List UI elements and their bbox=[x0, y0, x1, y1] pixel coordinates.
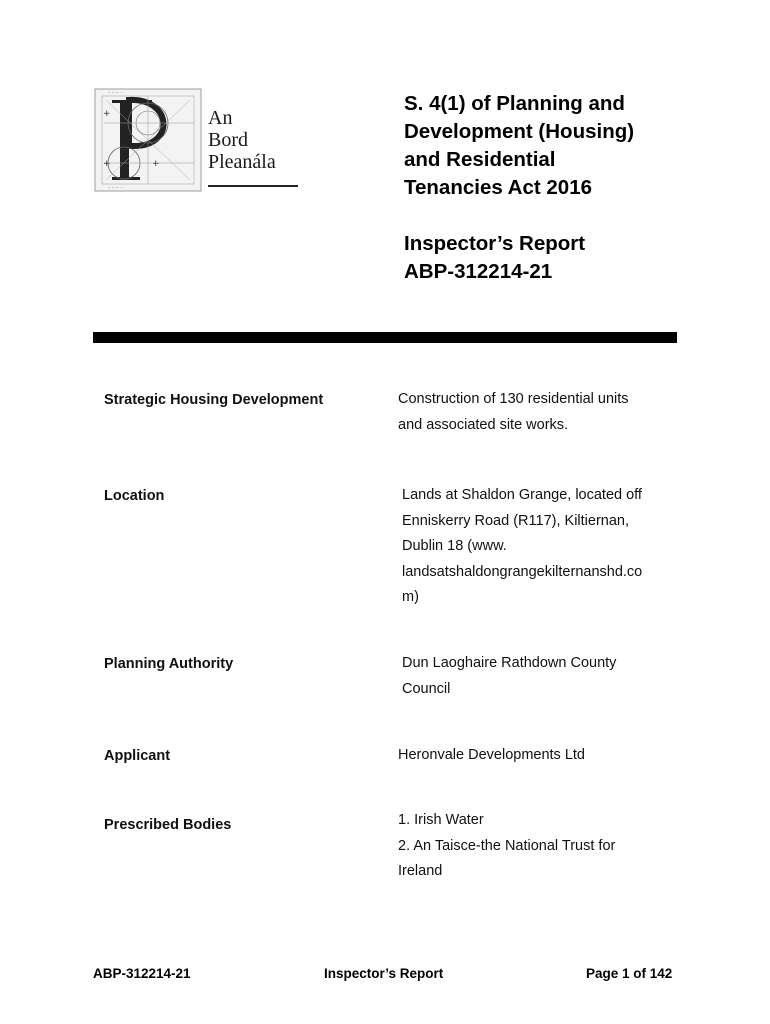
location-label: Location bbox=[104, 488, 165, 504]
location-value-line: landsatshaldongrangekilternanshd.co bbox=[402, 563, 643, 580]
logo-line-pleanala: Pleanála bbox=[208, 151, 276, 173]
logo-line-bord: Bord bbox=[208, 129, 248, 151]
location-value-line: Dublin 18 (www. bbox=[402, 538, 507, 554]
letter-p-emblem-icon bbox=[94, 88, 202, 192]
prescribed-body-item: 1. Irish Water bbox=[398, 812, 484, 828]
logo-underline bbox=[208, 185, 298, 187]
title-line: Tenancies Act 2016 bbox=[404, 176, 593, 199]
footer-page-number: Page 1 of 142 bbox=[586, 966, 673, 981]
footer-reference: ABP-312214-21 bbox=[93, 966, 191, 981]
an-bord-pleanala-logo bbox=[94, 88, 300, 192]
logo-line-an: An bbox=[208, 107, 233, 129]
location-value-line: Enniskerry Road (R117), Kiltiernan, bbox=[402, 512, 629, 529]
prescribed-body-item: Ireland bbox=[398, 863, 443, 879]
applicant-label: Applicant bbox=[104, 748, 171, 764]
svg-text:·· ·· ·· · ·: ·· ·· ·· · · bbox=[108, 90, 124, 95]
shd-value-line: Construction of 130 residential units bbox=[398, 391, 629, 407]
planning-authority-value bbox=[402, 651, 616, 702]
planning-authority-label: Planning Authority bbox=[104, 656, 234, 672]
planning-authority-value-line: Dun Laoghaire Rathdown County bbox=[402, 655, 617, 671]
planning-authority-value-line: Council bbox=[402, 680, 451, 697]
applicant-value: Heronvale Developments Ltd bbox=[398, 747, 585, 763]
location-value-line: m) bbox=[402, 589, 419, 605]
title-line: Development (Housing) bbox=[404, 120, 635, 143]
report-type: Inspector’s Report bbox=[404, 232, 586, 255]
report-heading bbox=[404, 230, 585, 286]
report-reference: ABP-312214-21 bbox=[404, 260, 553, 283]
document-title bbox=[404, 90, 704, 202]
prescribed-bodies-value bbox=[398, 808, 615, 885]
shd-value-line: and associated site works. bbox=[398, 416, 569, 433]
footer-document-name: Inspector’s Report bbox=[324, 966, 444, 981]
location-value-line: Lands at Shaldon Grange, located off bbox=[402, 487, 642, 503]
title-line: and Residential bbox=[404, 148, 556, 171]
svg-text:+: + bbox=[152, 159, 160, 169]
svg-text:+: + bbox=[103, 109, 111, 119]
location-value bbox=[402, 483, 642, 611]
shd-label: Strategic Housing Development bbox=[104, 392, 324, 408]
svg-text:·· ·· ·· · ·: ·· ·· ·· · · bbox=[108, 185, 124, 190]
svg-text:+: + bbox=[103, 159, 111, 169]
prescribed-body-item: 2. An Taisce-the National Trust for bbox=[398, 837, 616, 854]
title-line: S. 4(1) of Planning and bbox=[404, 92, 625, 115]
shd-value bbox=[398, 387, 629, 438]
heading-divider bbox=[93, 332, 677, 343]
prescribed-bodies-label: Prescribed Bodies bbox=[104, 817, 232, 833]
logo-wordmark bbox=[208, 107, 276, 173]
